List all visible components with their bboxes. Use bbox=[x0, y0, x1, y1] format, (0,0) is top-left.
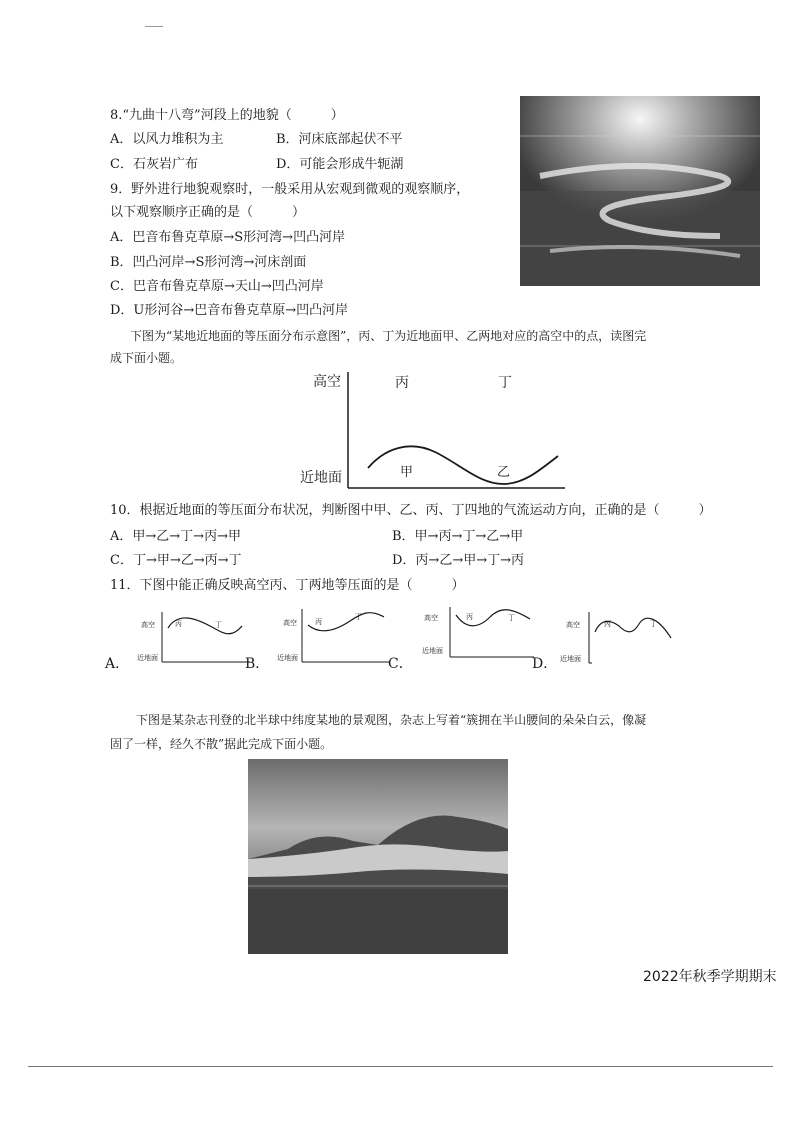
q11-choice-a[interactable] bbox=[105, 605, 255, 675]
q11-a-bottom: 近地面 bbox=[137, 654, 158, 662]
q11-c-bing: 丙 bbox=[466, 613, 473, 621]
q11-b-ding: 丁 bbox=[355, 613, 362, 621]
q8-stem: 8.“九曲十八弯”河段上的地貌（ ） bbox=[110, 108, 344, 123]
q8-option-a[interactable]: A．以风力堆积为主 bbox=[110, 132, 224, 147]
intro2-line2: 固了一样，经久不散”据此完成下面小题。 bbox=[110, 737, 333, 751]
q8-option-c[interactable]: C．石灰岩广布 bbox=[110, 157, 198, 172]
q11-a-ding: 丁 bbox=[215, 621, 222, 629]
q9-option-d[interactable]: D．U形河谷→巴音布鲁克草原→凹凸河岸 bbox=[110, 303, 349, 318]
diagram1-label-ground: 近地面 bbox=[300, 470, 342, 486]
footer-exam-title: 2022年秋季学期期末 bbox=[643, 969, 777, 985]
q10-option-c[interactable]: C．丁→甲→乙→丙→丁 bbox=[110, 553, 242, 568]
q11-b-top: 高空 bbox=[283, 619, 297, 627]
q11-choice-c[interactable] bbox=[388, 605, 538, 675]
scan-mark bbox=[145, 26, 163, 27]
diagram1-label-jia: 甲 bbox=[400, 465, 414, 480]
diagram1-label-ding: 丁 bbox=[498, 375, 512, 391]
q11-d-bottom: 近地面 bbox=[560, 655, 581, 663]
q9-option-b[interactable]: B．凹凸河岸→S形河湾→河床剖面 bbox=[110, 255, 307, 270]
diagram1-isobar bbox=[340, 370, 570, 499]
diagram1-label-high: 高空 bbox=[313, 374, 341, 390]
q10-option-b[interactable]: B．甲→丙→丁→乙→甲 bbox=[392, 529, 524, 544]
q9-option-a[interactable]: A．巴音布鲁克草原→S形河湾→凹凸河岸 bbox=[110, 230, 346, 245]
q11-c-bottom: 近地面 bbox=[422, 647, 443, 655]
q8-option-d[interactable]: D．可能会形成牛轭湖 bbox=[276, 157, 404, 172]
q11-a-bing: 丙 bbox=[175, 620, 182, 628]
q9-stem-line2: 以下观察顺序正确的是（ ） bbox=[110, 205, 306, 220]
q8-option-b[interactable]: B．河床底部起伏不平 bbox=[276, 132, 403, 147]
q9-stem-line1: 9．野外进行地貌观察时，一般采用从宏观到微观的观察顺序， bbox=[110, 182, 470, 197]
q11-b-bing: 丙 bbox=[315, 618, 322, 626]
mountain-cloud-photo bbox=[248, 759, 508, 954]
bottom-rule bbox=[28, 1066, 773, 1067]
q11-choice-b[interactable] bbox=[245, 605, 395, 675]
q11-d-ding: 丁 bbox=[650, 620, 657, 628]
q11-a-top: 高空 bbox=[141, 621, 155, 629]
q11-c-top: 高空 bbox=[424, 614, 438, 622]
diagram1-label-yi: 乙 bbox=[497, 465, 511, 480]
q10-stem: 10．根据近地面的等压面分布状况，判断图中甲、乙、丙、丁四地的气流运动方向，正确的是（ ） bbox=[110, 503, 712, 518]
q11-c-ding: 丁 bbox=[508, 614, 515, 622]
q11-a-letter: A． bbox=[105, 656, 130, 672]
q9-option-c[interactable]: C．巴音布鲁克草原→天山→凹凸河岸 bbox=[110, 279, 324, 294]
q11-b-bottom: 近地面 bbox=[277, 654, 298, 662]
intro2-line1: 下图是某杂志刊登的北半球中纬度某地的景观图，杂志上写着“簇拥在半山腰间的朵朵白云，像凝 bbox=[136, 713, 647, 727]
q11-b-letter: B． bbox=[245, 656, 270, 672]
river-meander-photo bbox=[520, 96, 760, 286]
q11-stem: 11．下图中能正确反映高空丙、丁两地等压面的是（ ） bbox=[110, 578, 465, 593]
intro1-line1: 下图为“某地近地面的等压面分布示意图”，丙、丁为近地面甲、乙两地对应的高空中的点，读图完 bbox=[130, 329, 647, 343]
q11-d-bing: 丙 bbox=[604, 620, 611, 628]
q10-option-a[interactable]: A．甲→乙→丁→丙→甲 bbox=[110, 529, 241, 544]
q11-choice-d[interactable] bbox=[532, 605, 682, 675]
q11-d-letter: D． bbox=[532, 656, 558, 672]
q11-d-top: 高空 bbox=[566, 621, 580, 629]
q11-c-letter: C． bbox=[388, 656, 413, 672]
q10-option-d[interactable]: D．丙→乙→甲→丁→丙 bbox=[392, 553, 524, 568]
diagram1-label-bing: 丙 bbox=[395, 375, 409, 391]
intro1-line2: 成下面小题。 bbox=[110, 351, 183, 365]
